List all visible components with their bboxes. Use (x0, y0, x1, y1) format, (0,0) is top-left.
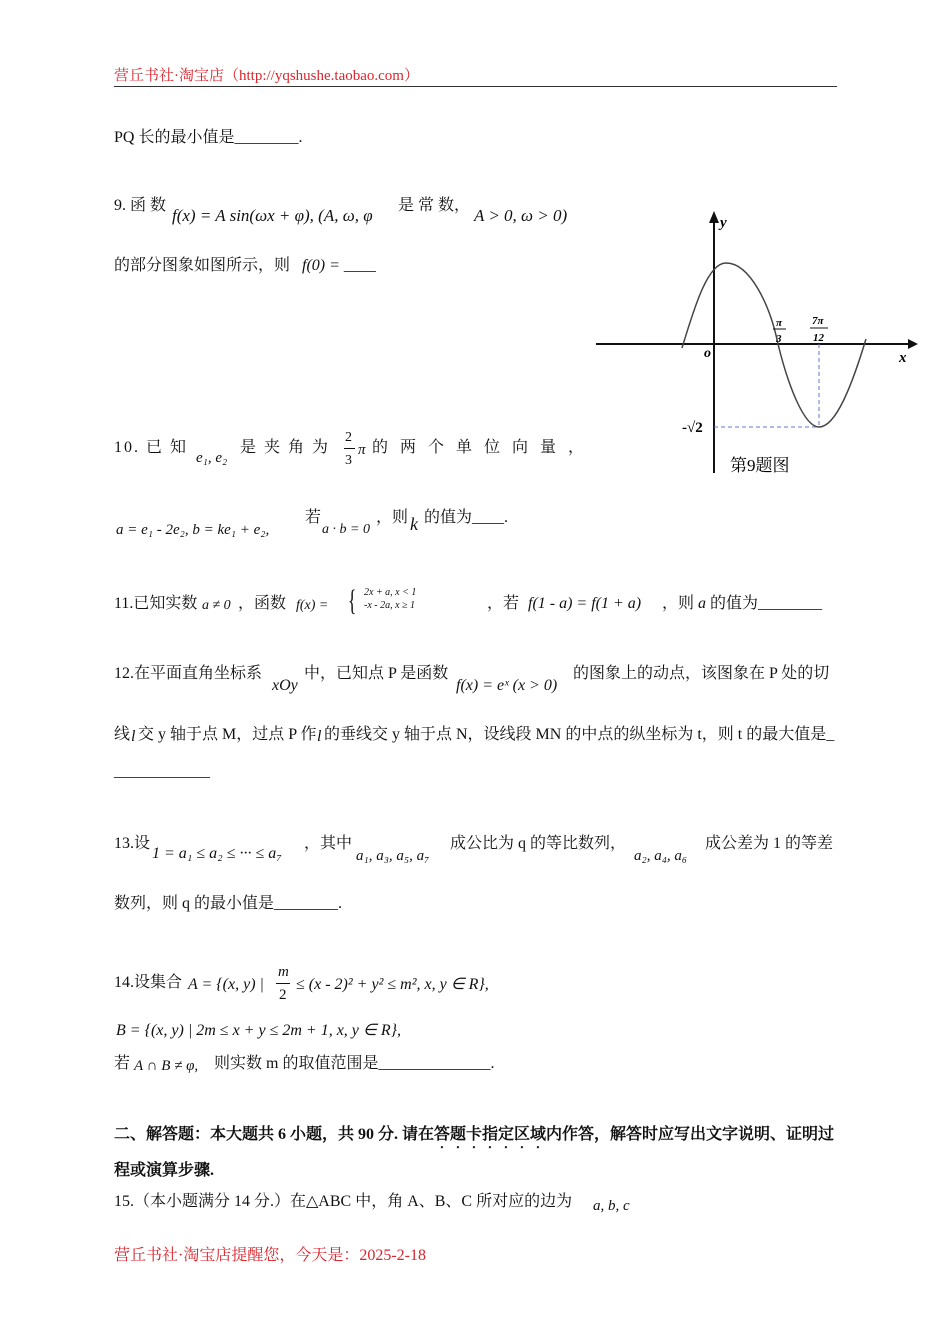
q10-if: 若 (305, 509, 322, 526)
pi3-numerator: π (776, 317, 783, 329)
q12-l2: l (317, 728, 322, 745)
q12-sys: xOy (272, 677, 298, 694)
q12-tail: 的图象上的动点，该图象在 P 处的切 (573, 665, 830, 682)
q14-frac-den: 2 (279, 987, 287, 1003)
q15-lead: 15.（本小题满分 14 分.）在△ABC 中，角 A、B、C 所对应的边为 (114, 1193, 573, 1210)
q11-brace: { (347, 584, 357, 617)
section-2-line2: 程或演算步骤. (114, 1162, 215, 1179)
y-label: y (720, 215, 727, 231)
q10-dot-cond: a · b = 0 (322, 522, 370, 537)
x-axis-arrow (908, 339, 918, 349)
q14-if: 若 (114, 1055, 131, 1072)
q9-formula: f(x) = A sin(ωx + φ), (A, ω, φ (172, 206, 373, 225)
q14-setA-pre: A = {(x, y) | (188, 976, 264, 993)
q10-tail: 的 两 个 单 位 向 量 ， (372, 439, 589, 456)
q12-l1: l (131, 728, 136, 745)
q11-tail-a: a (698, 595, 706, 612)
origin-label: o (704, 346, 711, 361)
q9-line2: 的部分图象如图所示，则 (114, 257, 291, 274)
q11-mid: ，函数 (238, 595, 287, 612)
q12-line3: ____________ (114, 763, 210, 780)
q13-line2: 数列，则 q 的最小值是________. (114, 895, 343, 912)
section-2-line1-b: 内作答，解答时应写出文字说明、证明过 (546, 1126, 835, 1143)
x-label: x (899, 350, 907, 366)
q9-cond: A > 0, ω > 0) (474, 206, 568, 225)
q11-case2: -x - 2a, x ≥ 1 (364, 600, 416, 611)
q11-tail: ，则 (662, 595, 695, 612)
q10-vector-expr: a = e₁ - 2e₂, b = ke₁ + e₂, (116, 522, 270, 538)
q11-func: f(x) = (296, 598, 329, 613)
q11-case1: 2x + a, x < 1 (364, 587, 417, 598)
q9-graph (590, 205, 920, 480)
q14-setB: B = {(x, y) | 2m ≤ x + y ≤ 2m + 1, x, y ∈ R}, (116, 1022, 402, 1039)
q14-lead: 14.设集合 (114, 974, 183, 991)
q11-eq: f(1 - a) = f(1 + a) (528, 595, 642, 612)
q14-frac-bar (276, 983, 290, 984)
pi712-denominator: 12 (813, 332, 824, 344)
pi3-denominator: 3 (776, 333, 782, 345)
q14-tail: 则实数 m 的取值范围是______________. (214, 1055, 495, 1072)
q10-tail2: 的值为____. (424, 509, 509, 526)
q10-frac-bar (344, 448, 355, 449)
q9-lead: 9. 函 数 (114, 197, 167, 214)
q10-vecs: e₁, e₂ (196, 450, 228, 466)
q10-then: ，则 (376, 509, 409, 526)
q14-setA-post: ≤ (x - 2)² + y² ≤ m², x, y ∈ R}, (296, 976, 489, 993)
q11-tail2: 的值为________ (710, 595, 823, 612)
q11-lead: 11.已知实数 (114, 595, 198, 612)
min-value-label: -√2 (682, 420, 703, 436)
q13-even: a₂, a₄, a₆ (634, 848, 688, 864)
q13-chain: 1 = a₁ ≤ a₂ ≤ ··· ≤ a₇ (152, 845, 282, 862)
q10-pi: π (358, 442, 366, 458)
q12-lead: 12.在平面直角坐标系 (114, 665, 263, 682)
q12-line2-b: 交 y 轴于点 M，过点 P 作 (138, 726, 317, 743)
q10-mid: 是 夹 角 为 (240, 439, 331, 456)
q10-frac-num: 2 (345, 430, 352, 445)
q12-line2-a: 线 (114, 726, 131, 743)
q15-sides: a, b, c (593, 1198, 630, 1214)
q10-k: k (410, 514, 418, 534)
q11-if: ，若 (487, 595, 520, 612)
q14-cond: A ∩ B ≠ φ, (134, 1058, 199, 1074)
pi712-numerator: 7π (812, 315, 824, 327)
q13-odd: a₁, a₃, a₅, a₇ (356, 848, 430, 864)
y-axis-arrow (709, 211, 719, 223)
section-2-line1-a: 二、解答题：本大题共 6 小题，共 90 分. 请在 (114, 1126, 435, 1143)
q13-lead: 13.设 (114, 835, 151, 852)
header-rule (114, 86, 837, 87)
q12-mid: 中，已知点 P 是函数 (304, 665, 449, 682)
q10-frac-den: 3 (345, 453, 352, 468)
q13-geo: 成公比为 q 的等比数列， (450, 835, 627, 852)
q14-frac-num: m (278, 964, 289, 980)
q13-mid: ，其中 (304, 835, 353, 852)
q8-tail: PQ 长的最小值是________. (114, 129, 303, 146)
q11-cond: a ≠ 0 (202, 598, 231, 613)
graph-caption: 第9题图 (730, 456, 790, 475)
page-header: 营丘书社·淘宝店（http://yqshushe.taobao.com） (114, 68, 419, 84)
q9-ask: f(0) = ____ (302, 257, 376, 274)
page-footer: 营丘书社·淘宝店提醒您，今天是：2025-2-18 (114, 1247, 426, 1264)
q10-lead: 10. 已 知 (114, 439, 189, 456)
section-2-line1 (114, 1125, 834, 1152)
q13-arith: 成公差为 1 的等差 (705, 835, 834, 852)
q9-const: 是 常 数， (398, 197, 471, 214)
q12-func: f(x) = eˣ (x > 0) (456, 677, 558, 694)
section-2-line1-dotted: 答题卡指定区域 (434, 1126, 547, 1143)
q12-line2-c: 的垂线交 y 轴于点 N，设线段 MN 的中点的纵坐标为 t，则 t 的最大值是_ (324, 726, 835, 743)
